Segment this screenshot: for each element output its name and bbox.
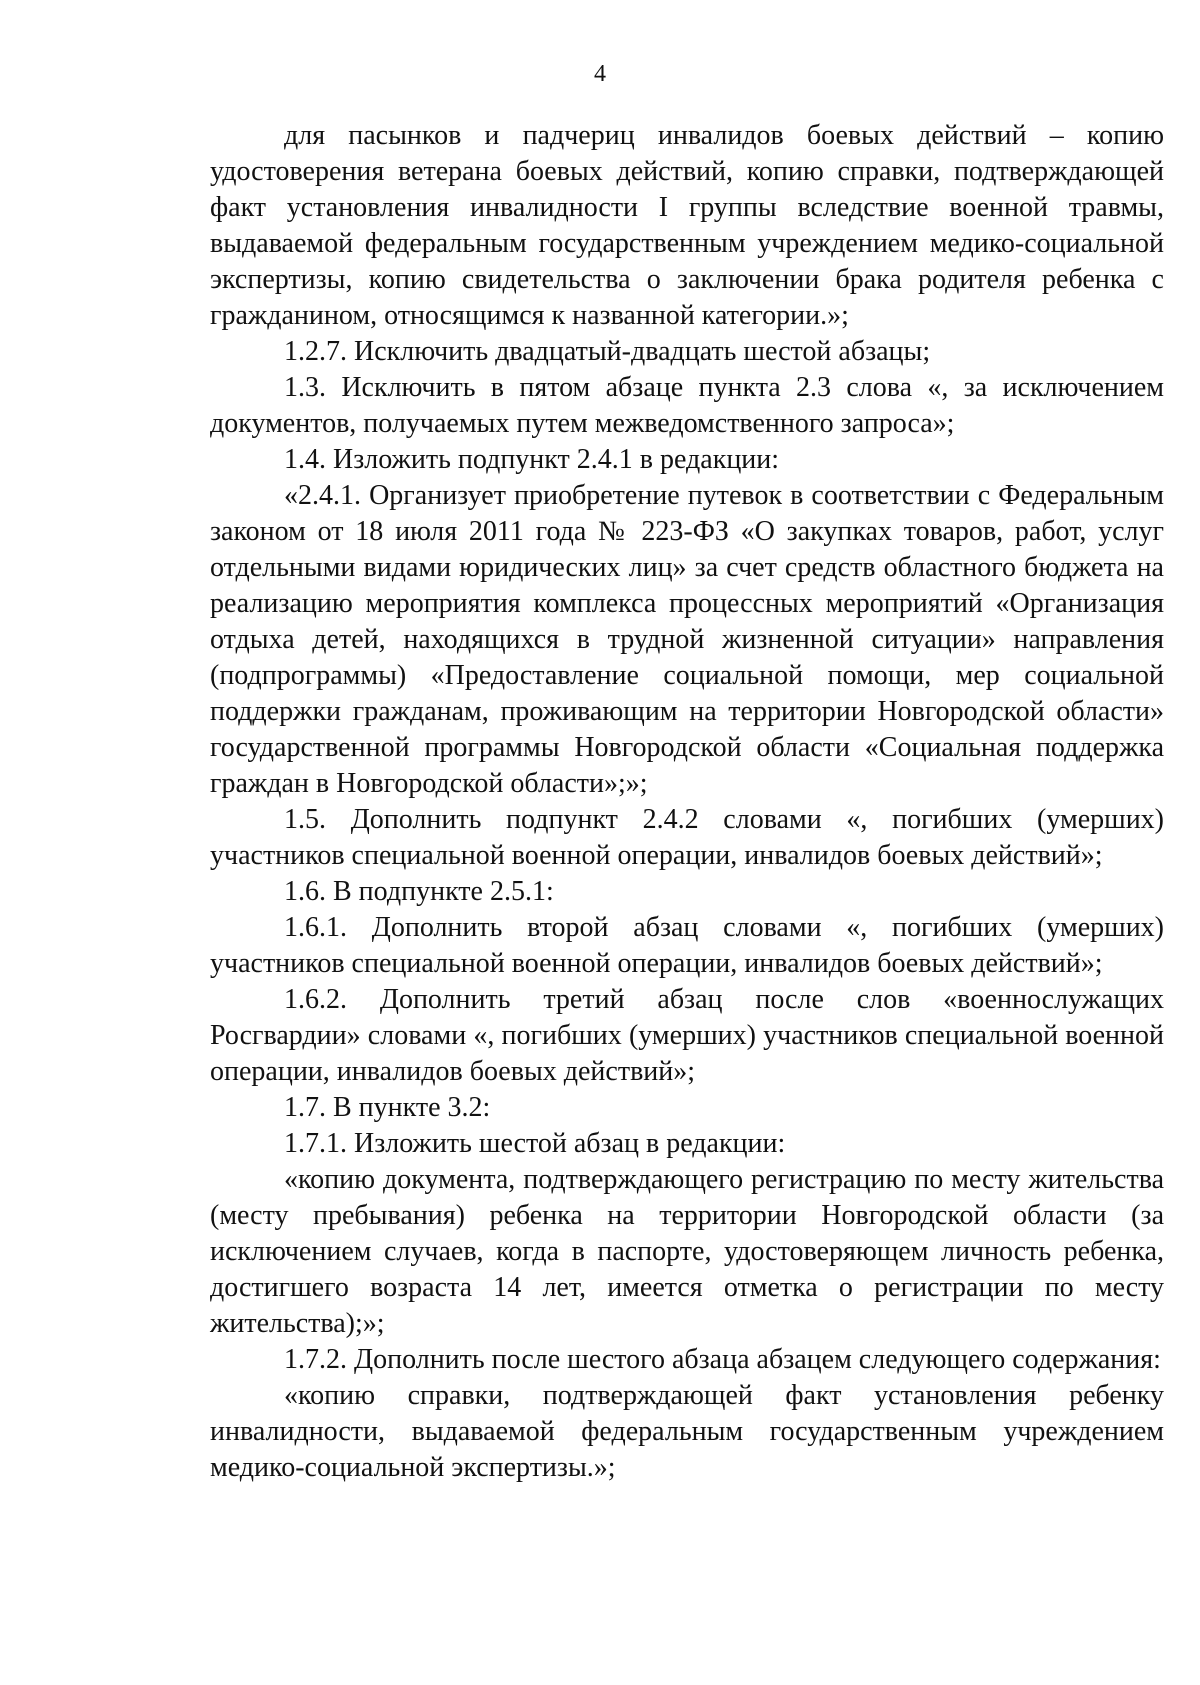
- paragraph: 1.4. Изложить подпункт 2.4.1 в редакции:: [284, 444, 780, 475]
- paragraph: «копию документа, подтверждающего регистрацию по месту жительства (месту пребывания) ребенка на территории Новгородской области (за исключением случаев, когда в паспорте, удостоверяющем личность ребенка, достигшего возраста 14 лет, имеется отметка о регистрации по месту жительства);»;: [210, 1164, 1164, 1339]
- paragraph: 1.7.2. Дополнить после шестого абзаца абзацем следующего содержания:: [284, 1344, 1161, 1375]
- document-body: [210, 118, 1164, 1486]
- paragraph: 1.3. Исключить в пятом абзаце пункта 2.3 слова «, за исключением документов, получаемых путем межведомственного запроса»;: [210, 372, 1164, 439]
- paragraph: «2.4.1. Организует приобретение путевок в соответствии с Федеральным законом от 18 июля 2011 года № 223-ФЗ «О закупках товаров, работ, услуг отдельными видами юридических лиц» за счет средств областного бюджета на реализацию мероприятия комплекса процессных мероприятий «Организация отдыха детей, находящихся в трудной жизненной ситуации» направления (подпрограммы) «Предоставление социальной помощи, мер социальной поддержки гражданам, проживающим на территории Новгородской области» государственной программы Новгородской области «Социальная поддержка граждан в Новгородской области»;»;: [210, 480, 1164, 799]
- paragraph: для пасынков и падчериц инвалидов боевых действий – копию удостоверения ветерана боевых действий, копию справки, подтверждающей факт установления инвалидности I группы вследствие военной травмы, выдаваемой федеральным государственным учреждением медико-социальной экспертизы, копию свидетельства о заключении брака родителя ребенка с гражданином, относящимся к названной категории.»;: [210, 120, 1164, 331]
- paragraph: 1.7.1. Изложить шестой абзац в редакции:: [284, 1128, 786, 1159]
- paragraph: 1.6. В подпункте 2.5.1:: [284, 876, 554, 907]
- paragraph: 1.6.2. Дополнить третий абзац после слов «военнослужащих Росгвардии» словами «, погибших (умерших) участников специальной военной операции, инвалидов боевых действий»;: [210, 984, 1164, 1087]
- paragraph: 1.6.1. Дополнить второй абзац словами «, погибших (умерших) участников специальной военной операции, инвалидов боевых действий»;: [210, 912, 1164, 979]
- paragraph: 1.7. В пункте 3.2:: [284, 1092, 491, 1123]
- paragraph: 1.5. Дополнить подпункт 2.4.2 словами «, погибших (умерших) участников специальной военной операции, инвалидов боевых действий»;: [210, 804, 1164, 871]
- paragraph: «копию справки, подтверждающей факт установления ребенку инвалидности, выдаваемой федеральным государственным учреждением медико-социальной экспертизы.»;: [210, 1380, 1164, 1483]
- paragraph: 1.2.7. Исключить двадцатый-двадцать шестой абзацы;: [284, 336, 931, 367]
- page-number: 4: [594, 61, 606, 87]
